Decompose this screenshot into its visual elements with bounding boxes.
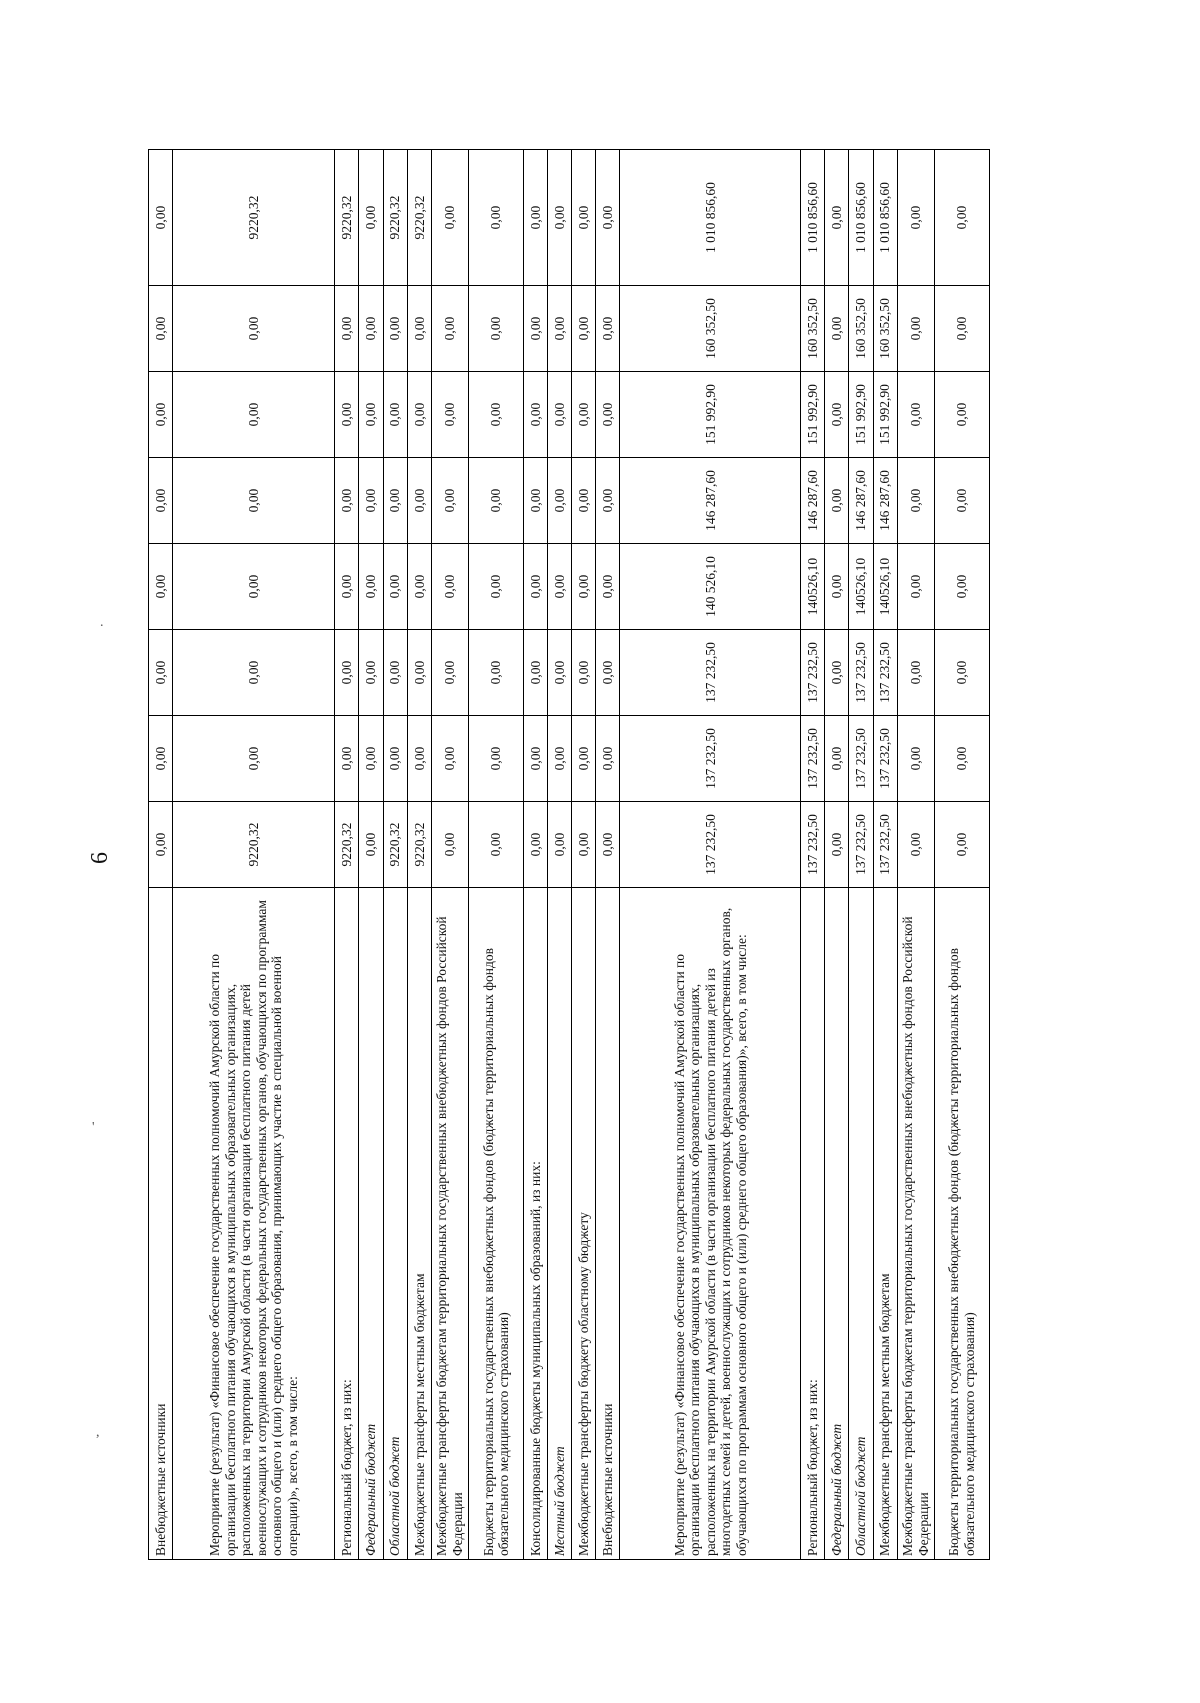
table-row: [469, 150, 524, 1560]
row-value: 0,00: [572, 286, 596, 372]
budget-table: [148, 149, 990, 1560]
table-row: [801, 150, 825, 1560]
row-value: 0,00: [825, 630, 849, 716]
row-value: 0,00: [359, 458, 383, 544]
row-value: 0,00: [596, 802, 620, 888]
table-row: [335, 150, 359, 1560]
row-value: 1 010 856,60: [849, 150, 873, 286]
row-value: 146 287,60: [849, 458, 873, 544]
budget-table-rotated: [148, 150, 990, 1560]
row-value: 146 287,60: [873, 458, 897, 544]
row-value: 0,00: [523, 286, 547, 372]
row-value: 0,00: [359, 150, 383, 286]
row-value: 137 232,50: [849, 802, 873, 888]
row-value: 0,00: [523, 630, 547, 716]
row-value: 0,00: [548, 458, 572, 544]
row-value: 9220,32: [383, 802, 407, 888]
row-value: 0,00: [407, 630, 431, 716]
row-value: 0,00: [897, 544, 934, 630]
row-value: 0,00: [335, 286, 359, 372]
row-value: 0,00: [149, 630, 173, 716]
row-value: 0,00: [173, 286, 335, 372]
table-row: [383, 150, 407, 1560]
row-value: 0,00: [825, 716, 849, 802]
row-value: 0,00: [572, 372, 596, 458]
row-value: 151 992,90: [873, 372, 897, 458]
row-value: 1 010 856,60: [873, 150, 897, 286]
row-value: 0,00: [407, 372, 431, 458]
row-value: 0,00: [383, 716, 407, 802]
row-value: 0,00: [407, 458, 431, 544]
row-value: 0,00: [149, 150, 173, 286]
row-value: 0,00: [548, 372, 572, 458]
row-label: Внебюджетные источники: [596, 888, 620, 1560]
row-label: Региональный бюджет, из них:: [801, 888, 825, 1560]
row-value: 0,00: [335, 544, 359, 630]
row-label: Федеральный бюджет: [359, 888, 383, 1560]
row-value: 0,00: [407, 716, 431, 802]
row-value: 0,00: [897, 802, 934, 888]
row-value: 160 352,50: [801, 286, 825, 372]
stray-mark: ': [92, 1120, 95, 1135]
row-value: 0,00: [596, 716, 620, 802]
row-value: 0,00: [335, 716, 359, 802]
row-value: 0,00: [825, 286, 849, 372]
row-value: 0,00: [523, 802, 547, 888]
row-value: 0,00: [383, 630, 407, 716]
row-value: 0,00: [431, 630, 468, 716]
row-label: Областной бюджет: [383, 888, 407, 1560]
row-value: 0,00: [359, 286, 383, 372]
row-value: 137 232,50: [873, 630, 897, 716]
page-number: 6: [87, 852, 113, 864]
row-value: 0,00: [934, 372, 989, 458]
row-label: Местный бюджет: [548, 888, 572, 1560]
row-value: 0,00: [572, 630, 596, 716]
row-value: 137 232,50: [801, 716, 825, 802]
row-value: 137 232,50: [849, 716, 873, 802]
row-value: 0,00: [934, 716, 989, 802]
row-value: 151 992,90: [801, 372, 825, 458]
row-value: 0,00: [431, 372, 468, 458]
row-value: 0,00: [173, 716, 335, 802]
row-value: 0,00: [548, 716, 572, 802]
row-value: 0,00: [469, 286, 524, 372]
row-value: 0,00: [173, 544, 335, 630]
table-row: [873, 150, 897, 1560]
table-row: [825, 150, 849, 1560]
row-value: 0,00: [897, 286, 934, 372]
row-value: 0,00: [934, 458, 989, 544]
row-value: 0,00: [431, 802, 468, 888]
row-label: Областной бюджет: [849, 888, 873, 1560]
row-value: 0,00: [359, 802, 383, 888]
row-value: 160 352,50: [620, 286, 801, 372]
table-row: [149, 150, 173, 1560]
table-row: [407, 150, 431, 1560]
row-value: 0,00: [523, 150, 547, 286]
row-value: 0,00: [149, 802, 173, 888]
row-value: 0,00: [596, 372, 620, 458]
row-label: Межбюджетные трансферты бюджету областному бюджету: [572, 888, 596, 1560]
row-value: 0,00: [469, 544, 524, 630]
row-value: 0,00: [572, 716, 596, 802]
row-value: 0,00: [383, 458, 407, 544]
row-value: 0,00: [596, 458, 620, 544]
row-value: 0,00: [383, 544, 407, 630]
stray-mark: ,: [96, 1425, 100, 1440]
row-value: 0,00: [173, 372, 335, 458]
row-value: 160 352,50: [849, 286, 873, 372]
row-value: 0,00: [469, 716, 524, 802]
row-label: Федеральный бюджет: [825, 888, 849, 1560]
row-value: 9220,32: [407, 802, 431, 888]
row-value: 0,00: [335, 372, 359, 458]
row-value: 1 010 856,60: [801, 150, 825, 286]
table-row: [523, 150, 547, 1560]
row-value: 137 232,50: [873, 802, 897, 888]
row-value: 0,00: [173, 458, 335, 544]
row-value: 151 992,90: [849, 372, 873, 458]
row-value: 0,00: [335, 630, 359, 716]
row-value: 0,00: [469, 458, 524, 544]
table-row: [548, 150, 572, 1560]
table-row: [620, 150, 801, 1560]
row-value: 0,00: [825, 544, 849, 630]
row-label: Мероприятие (результат) «Финансовое обеспечение государственных полномочий Амурской области по организации бесплатного питания обучающихся в муниципальных образовательных организациях, расположенных на территории Амурской области (в части организации бесплатного питания детей военнослужащих и сотрудников некоторых федеральных государственных органов, обучающихся по программам основного общего и (или) среднего общего образования, принимающих участие в специальной военной операции)», всего, в том числе:: [173, 888, 335, 1560]
row-value: 0,00: [149, 286, 173, 372]
row-value: 137 232,50: [620, 802, 801, 888]
row-value: 0,00: [359, 372, 383, 458]
row-value: 0,00: [431, 544, 468, 630]
row-value: 0,00: [897, 458, 934, 544]
row-value: 9220,32: [335, 150, 359, 286]
table-body: [149, 150, 990, 1560]
row-value: 0,00: [173, 630, 335, 716]
row-value: 0,00: [548, 150, 572, 286]
stray-mark: .: [100, 615, 104, 630]
table-row: [849, 150, 873, 1560]
row-value: 137 232,50: [620, 630, 801, 716]
row-value: 0,00: [523, 372, 547, 458]
row-value: 0,00: [934, 630, 989, 716]
row-value: 137 232,50: [801, 802, 825, 888]
row-value: 0,00: [572, 802, 596, 888]
row-value: 137 232,50: [849, 630, 873, 716]
row-label: Внебюджетные источники: [149, 888, 173, 1560]
row-label: Межбюджетные трансферты местным бюджетам: [407, 888, 431, 1560]
row-value: 0,00: [149, 544, 173, 630]
row-value: 140 526,10: [620, 544, 801, 630]
row-value: 151 992,90: [620, 372, 801, 458]
row-label: Бюджеты территориальных государственных внебюджетных фондов (бюджеты территориальных фондов обязательного медицинского страхования): [934, 888, 989, 1560]
row-value: 0,00: [359, 544, 383, 630]
row-value: 0,00: [431, 458, 468, 544]
row-value: 0,00: [149, 458, 173, 544]
row-value: 9220,32: [407, 150, 431, 286]
row-value: 146 287,60: [620, 458, 801, 544]
row-value: 0,00: [359, 716, 383, 802]
row-value: 0,00: [431, 716, 468, 802]
row-value: 0,00: [934, 802, 989, 888]
row-value: 0,00: [596, 150, 620, 286]
row-value: 0,00: [596, 286, 620, 372]
row-value: 0,00: [469, 150, 524, 286]
table-row: [359, 150, 383, 1560]
row-value: 137 232,50: [873, 716, 897, 802]
row-value: 0,00: [359, 630, 383, 716]
row-value: 0,00: [897, 150, 934, 286]
row-value: 0,00: [335, 458, 359, 544]
row-value: 0,00: [523, 544, 547, 630]
row-value: 0,00: [897, 630, 934, 716]
row-value: 0,00: [523, 716, 547, 802]
row-label: Межбюджетные трансферты бюджетам территориальных государственных внебюджетных фондов Российской Федерации: [897, 888, 934, 1560]
row-value: 0,00: [825, 150, 849, 286]
row-value: 0,00: [548, 544, 572, 630]
row-value: 0,00: [431, 286, 468, 372]
row-label: Межбюджетные трансферты местным бюджетам: [873, 888, 897, 1560]
row-value: 9220,32: [335, 802, 359, 888]
row-value: 140526,10: [849, 544, 873, 630]
row-value: 0,00: [934, 150, 989, 286]
row-value: 137 232,50: [620, 716, 801, 802]
row-label: Консолидированные бюджеты муниципальных образований, из них:: [523, 888, 547, 1560]
row-value: 0,00: [548, 802, 572, 888]
row-value: 0,00: [548, 286, 572, 372]
row-value: 0,00: [431, 150, 468, 286]
row-label: Бюджеты территориальных государственных внебюджетных фондов (бюджеты территориальных фондов обязательного медицинского страхования): [469, 888, 524, 1560]
table-row: [897, 150, 934, 1560]
row-value: 0,00: [825, 458, 849, 544]
table-row: [431, 150, 468, 1560]
row-value: 9220,32: [383, 150, 407, 286]
row-value: 0,00: [469, 802, 524, 888]
table-row: [596, 150, 620, 1560]
row-value: 140526,10: [873, 544, 897, 630]
row-value: 0,00: [572, 544, 596, 630]
row-value: 0,00: [897, 372, 934, 458]
row-label: Мероприятие (результат) «Финансовое обеспечение государственных полномочий Амурской области по организации бесплатного питания обучающихся в муниципальных образовательных организациях, расположенных на территории Амурской области (в части организации бесплатного питания детей из многодетных семей и детей, военнослужащих и сотрудников некоторых федеральных государственных органов, обучающихся по программам основного общего и (или) среднего общего образования)», всего, в том числе:: [620, 888, 801, 1560]
row-value: 0,00: [596, 630, 620, 716]
row-value: 0,00: [572, 150, 596, 286]
row-value: 9220,32: [173, 150, 335, 286]
row-value: 0,00: [383, 286, 407, 372]
row-value: 146 287,60: [801, 458, 825, 544]
row-value: 0,00: [469, 630, 524, 716]
row-value: 0,00: [825, 372, 849, 458]
row-value: 137 232,50: [801, 630, 825, 716]
row-value: 0,00: [934, 544, 989, 630]
row-value: 0,00: [149, 716, 173, 802]
row-value: 0,00: [548, 630, 572, 716]
row-value: 0,00: [523, 458, 547, 544]
row-label: Межбюджетные трансферты бюджетам территориальных государственных внебюджетных фондов Российской Федерации: [431, 888, 468, 1560]
row-value: 0,00: [407, 544, 431, 630]
row-value: 9220,32: [173, 802, 335, 888]
row-value: 140526,10: [801, 544, 825, 630]
row-value: 0,00: [825, 802, 849, 888]
row-value: 0,00: [469, 372, 524, 458]
row-value: 0,00: [596, 544, 620, 630]
table-row: [173, 150, 335, 1560]
row-value: 0,00: [407, 286, 431, 372]
row-value: 1 010 856,60: [620, 150, 801, 286]
row-value: 0,00: [934, 286, 989, 372]
row-value: 0,00: [572, 458, 596, 544]
row-value: 0,00: [383, 372, 407, 458]
table-row: [934, 150, 989, 1560]
row-label: Региональный бюджет, из них:: [335, 888, 359, 1560]
row-value: 0,00: [149, 372, 173, 458]
row-value: 0,00: [897, 716, 934, 802]
table-row: [572, 150, 596, 1560]
row-value: 160 352,50: [873, 286, 897, 372]
